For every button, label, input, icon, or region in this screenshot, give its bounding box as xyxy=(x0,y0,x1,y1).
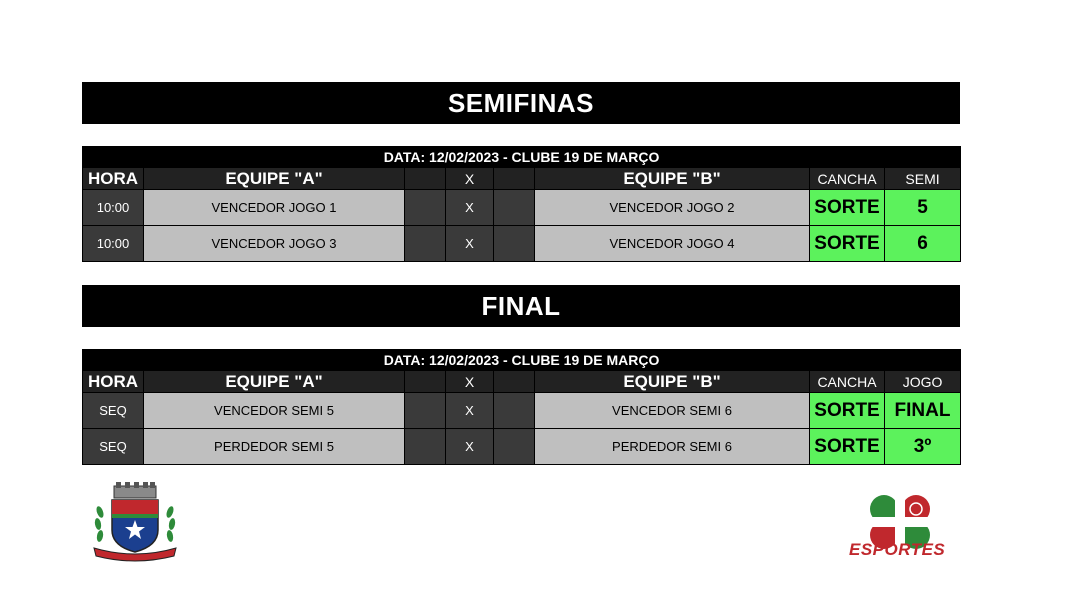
coat-of-arms-icon xyxy=(88,482,182,562)
match-time: 10:00 xyxy=(83,190,144,226)
semifinal-date-line: DATA: 12/02/2023 - CLUBE 19 DE MARÇO xyxy=(83,147,961,168)
score-a-cell xyxy=(405,429,446,465)
brand-esportes-text: ESPORTES xyxy=(849,540,946,559)
cancha-value: SORTE xyxy=(810,429,885,465)
cancha-value: SORTE xyxy=(810,393,885,429)
header-semi: SEMI xyxy=(885,168,961,190)
table-row xyxy=(83,226,961,262)
header-score-b xyxy=(494,168,535,190)
header-team-a: EQUIPE "A" xyxy=(144,168,405,190)
team-a-name: VENCEDOR JOGO 3 xyxy=(144,226,405,262)
header-jogo: JOGO xyxy=(885,371,961,393)
semi-number: 5 xyxy=(885,190,961,226)
header-vs: X xyxy=(446,168,494,190)
semi-number: 6 xyxy=(885,226,961,262)
team-b-name: VENCEDOR SEMI 6 xyxy=(535,393,810,429)
final-table xyxy=(82,349,961,465)
score-b-cell xyxy=(494,226,535,262)
header-team-a: EQUIPE "A" xyxy=(144,371,405,393)
vs-label: X xyxy=(446,393,494,429)
final-title: FINAL xyxy=(82,285,960,327)
team-a-name: PERDEDOR SEMI 5 xyxy=(144,429,405,465)
semifinal-table xyxy=(82,146,961,262)
match-time: 10:00 xyxy=(83,226,144,262)
header-hora: HORA xyxy=(83,371,144,393)
cancha-value: SORTE xyxy=(810,226,885,262)
score-b-cell xyxy=(494,393,535,429)
match-time: SEQ xyxy=(83,429,144,465)
vs-label: X xyxy=(446,429,494,465)
vs-label: X xyxy=(446,226,494,262)
score-a-cell xyxy=(405,190,446,226)
header-score-a xyxy=(405,168,446,190)
team-a-name: VENCEDOR SEMI 5 xyxy=(144,393,405,429)
team-b-name: VENCEDOR JOGO 2 xyxy=(535,190,810,226)
header-score-a xyxy=(405,371,446,393)
table-row xyxy=(83,190,961,226)
final-date-line: DATA: 12/02/2023 - CLUBE 19 DE MARÇO xyxy=(83,350,961,371)
header-cancha: CANCHA xyxy=(810,168,885,190)
cancha-value: SORTE xyxy=(810,190,885,226)
game-label: 3º xyxy=(885,429,961,465)
table-row xyxy=(83,429,961,465)
score-a-cell xyxy=(405,393,446,429)
header-score-b xyxy=(494,371,535,393)
header-cancha: CANCHA xyxy=(810,371,885,393)
score-b-cell xyxy=(494,190,535,226)
team-b-name: PERDEDOR SEMI 6 xyxy=(535,429,810,465)
game-label: FINAL xyxy=(885,393,961,429)
header-team-b: EQUIPE "B" xyxy=(535,371,810,393)
score-a-cell xyxy=(405,226,446,262)
semifinal-title: SEMIFINAS xyxy=(82,82,960,124)
match-time: SEQ xyxy=(83,393,144,429)
header-team-b: EQUIPE "B" xyxy=(535,168,810,190)
score-b-cell xyxy=(494,429,535,465)
table-row xyxy=(83,393,961,429)
team-a-name: VENCEDOR JOGO 1 xyxy=(144,190,405,226)
team-b-name: VENCEDOR JOGO 4 xyxy=(535,226,810,262)
vs-label: X xyxy=(446,190,494,226)
header-hora: HORA xyxy=(83,168,144,190)
header-vs: X xyxy=(446,371,494,393)
